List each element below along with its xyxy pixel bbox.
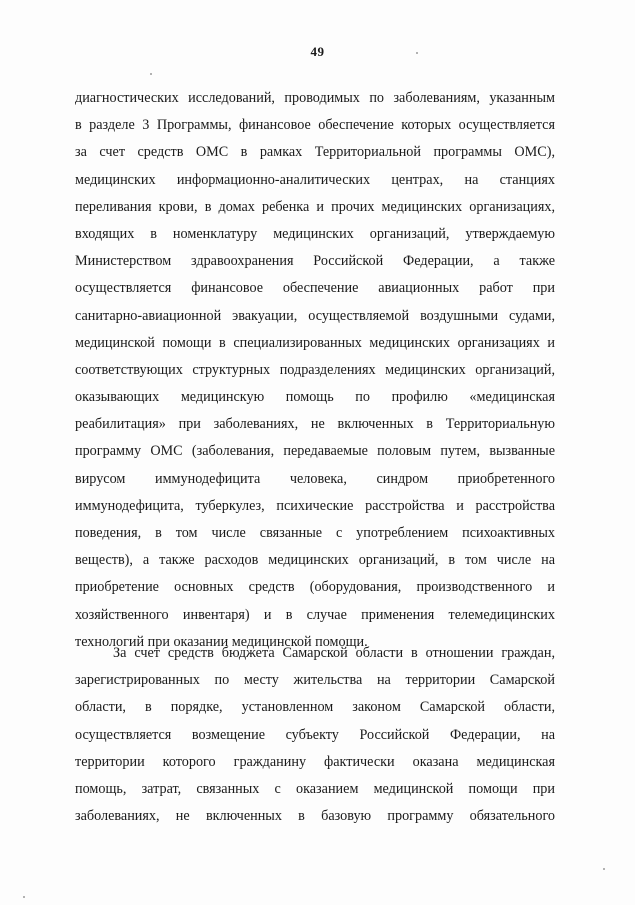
text-line: переливания крови, в домах ребенка и прочих медицинских организациях, <box>75 198 555 215</box>
text-line: За счет средств бюджета Самарской области в отношении граждан, <box>113 645 555 661</box>
text-line: веществ), а также расходов медицинских организаций, в том числе на <box>75 552 555 569</box>
text-line: поведения, в том числе связанные с употреблением психоактивных <box>75 525 555 541</box>
text-line: санитарно-авиационной эвакуации, осуществляемой воздушными судами, <box>75 307 555 324</box>
text-line: оказывающих медицинскую помощь по профилю «медицинская <box>75 389 555 406</box>
text-line: заболеваниях, не включенных в базовую программу обязательного <box>75 808 555 825</box>
text-line: соответствующих структурных подразделениях медицинских организаций, <box>75 361 555 378</box>
text-line: вирусом иммунодефицита человека, синдром приобретенного <box>75 470 555 487</box>
text-line: хозяйственного инвентаря) и в случае применения телемедицинских <box>75 606 555 623</box>
text-line: области, в порядке, установленном законом Самарской области, <box>75 699 555 716</box>
text-line: зарегистрированных по месту жительства на территории Самарской <box>75 672 555 689</box>
text-line: технологий при оказании медицинской помощи. <box>75 633 368 650</box>
text-line: диагностических исследований, проводимых по заболеваниям, указанным <box>75 90 555 106</box>
paragraph-1 <box>75 85 555 656</box>
text-line: программу ОМС (заболевания, передаваемые половым путем, вызванные <box>75 443 555 460</box>
scan-speck <box>603 868 605 870</box>
text-line: осуществляется финансовое обеспечение авиационных работ при <box>75 280 555 297</box>
text-line: помощь, затрат, связанных с оказанием медицинской помощи при <box>75 780 555 797</box>
paragraph-2 <box>75 640 555 830</box>
text-line: осуществляется возмещение субъекту Российской Федерации, на <box>75 726 555 743</box>
scan-speck <box>23 896 25 898</box>
text-line: за счет средств ОМС в рамках Территориальной программы ОМС), <box>75 144 555 161</box>
text-line: приобретение основных средств (оборудования, производственного и <box>75 579 555 596</box>
text-line: медицинских информационно-аналитических центрах, на станциях <box>75 171 555 188</box>
text-line: Министерством здравоохранения Российской Федерации, а также <box>75 253 555 270</box>
scan-speck <box>416 52 418 54</box>
text-line: реабилитация» при заболеваниях, не включенных в Территориальную <box>75 416 555 433</box>
text-line: иммунодефицита, туберкулез, психические расстройства и расстройства <box>75 497 555 514</box>
scan-speck <box>150 73 152 75</box>
text-line: входящих в номенклатуру медицинских организаций, утверждаемую <box>75 225 555 242</box>
text-line: медицинской помощи в специализированных медицинских организациях и <box>75 334 555 351</box>
text-line: территории которого гражданину фактически оказана медицинская <box>75 753 555 770</box>
text-line: в разделе 3 Программы, финансовое обеспечение которых осуществляется <box>75 117 555 134</box>
page-number: 49 <box>310 44 325 59</box>
